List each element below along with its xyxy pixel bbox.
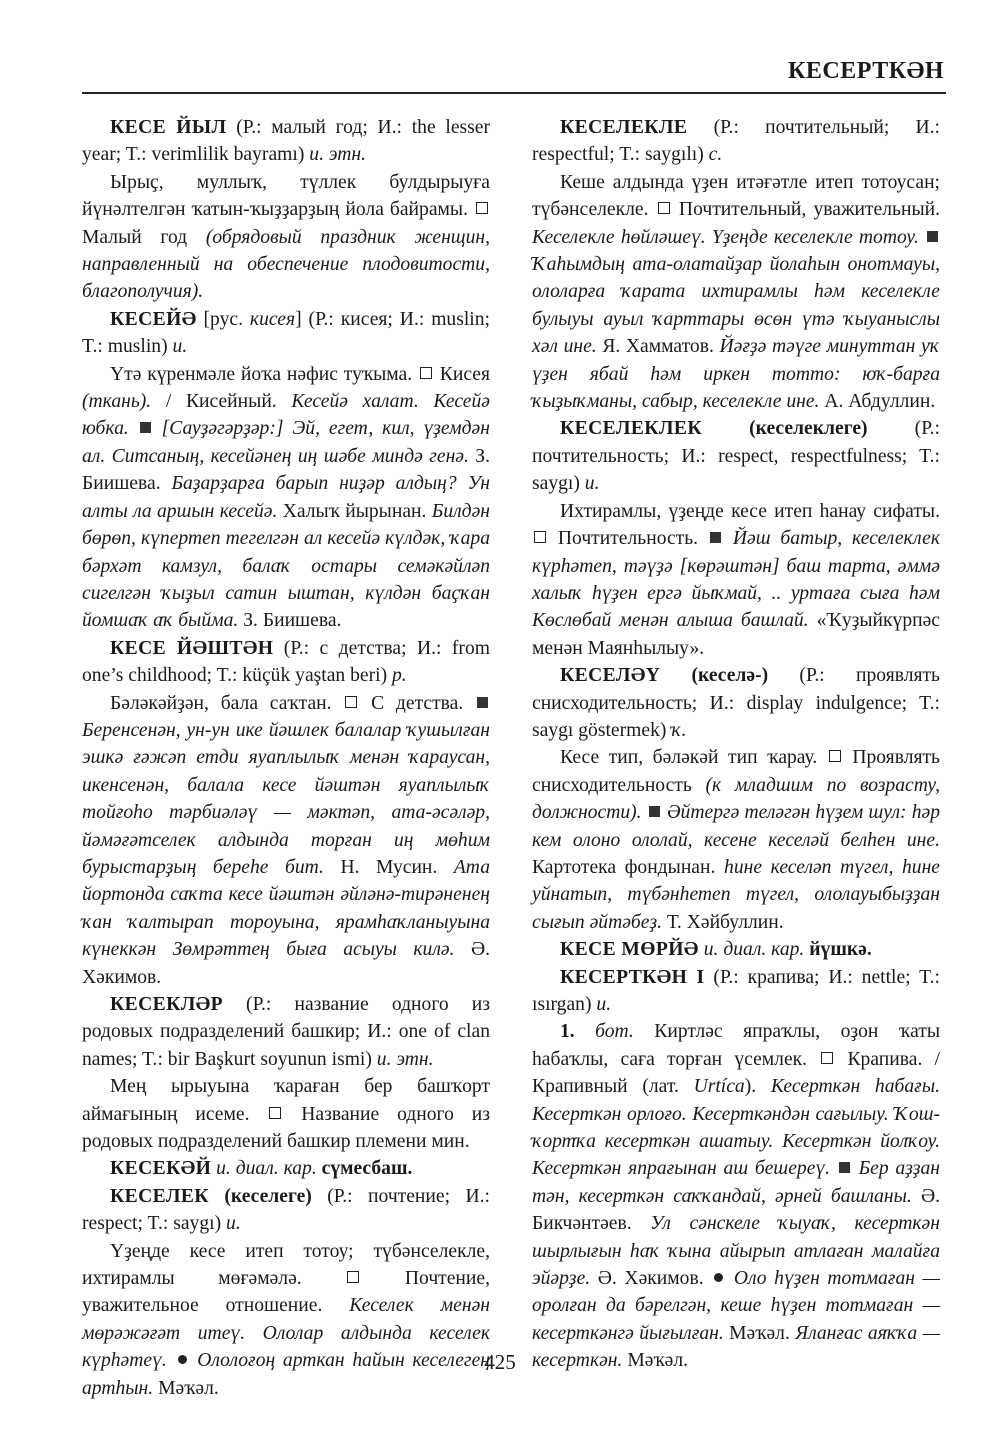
text-run: З. Биишева.: [82, 445, 490, 495]
entry-paragraph: [82, 1183, 490, 1238]
italic-text: Баҙарҙарға барып ниҙәр алдың? Ун алты ла аршын кесейә.: [82, 473, 490, 522]
entry-paragraph: [82, 991, 490, 1073]
italic-text: Ҡаhымдың ата-олатайҙар йолаhын онотмауы, ололарға ҡарата ихтирамлы hәм кеселекле булыуы ауыл ҡарттары өсөн үтә ҡыуаныслы хәл ине.: [532, 254, 940, 358]
text-run: [642, 802, 647, 823]
translation-marker-icon: [345, 696, 357, 708]
text-run: Үҙеңде кесе итеп тотоу; түбәнселекле, ихтирамлы мөғәмәлә.: [82, 1240, 490, 1290]
text-run: Название одного из родовых подразделений башкир племени мин.: [82, 1103, 490, 1153]
text-run: [660, 665, 691, 686]
text-run: Кесе тип, бәләкәй тип ҡарау.: [560, 747, 827, 769]
italic-text: Кеселек менән мөрәжәғәт итеү. Ололар алдында кеселек күрhәтеү.: [82, 1295, 490, 1372]
text-run: / Кисейный.: [151, 391, 292, 413]
italic-text: [Сауҙәгәрҙәр:] Эй, егет, кил, үҙемдән ал. Ситсаның, кесейәнең иң шәбе миндә генә.: [82, 418, 490, 467]
text-run: (Р.: почтительность; И.: respect, respectfulness; T.: saygı): [532, 418, 940, 495]
text-run: Кисея: [433, 363, 490, 385]
entry-paragraph: [532, 169, 940, 416]
text-run: [575, 1021, 595, 1042]
entry-paragraph: [82, 690, 490, 991]
entry-paragraph: [82, 306, 490, 361]
citation-marker-icon: [140, 422, 151, 433]
text-run: Проявлять снисходительность: [532, 747, 940, 796]
italic-text: (обрядовый праздник женщин, направленный на обеспечение плодовитости, благополучия).: [82, 226, 490, 303]
text-run: Мәҡәл.: [153, 1377, 219, 1399]
italic-text: Бер аҙҙан тән, кесерткән саҡҡандай, әрней башланы.: [532, 1158, 940, 1207]
italic-text: Оло hүҙен тотмаған — оролған да бәрелгән, кеше hүҙен тотмаған — кесерткәнгә йығылған.: [532, 1268, 940, 1344]
italic-text: бот.: [595, 1021, 634, 1043]
italic-text: Әйтергә теләгән hүҙем шул: hәр кем олоно ололай, кесене кеселәй белhен ине.: [532, 802, 940, 851]
entry-paragraph: [532, 744, 940, 936]
citation-marker-icon: [477, 697, 488, 708]
italic-text: р.: [392, 665, 407, 687]
entry-paragraph: [82, 635, 490, 690]
citation-marker-icon: [927, 231, 938, 242]
text-run: Почтение, уважительное отношение.: [82, 1268, 490, 1317]
italic-text: Urtíca: [693, 1076, 745, 1098]
entry-paragraph: [82, 1155, 490, 1182]
entry-paragraph: [82, 361, 490, 635]
italic-text: Ул сәнскеле ҡыуаҡ, кесерткән шырлығын hаҡ ҡына айырып атлаған малайға эйәрҙе.: [532, 1213, 940, 1290]
entry-paragraph: [532, 964, 940, 1019]
dictionary-entry: [82, 306, 490, 635]
header-rule: [82, 92, 946, 94]
right-column: [532, 114, 940, 1375]
dictionary-entry: [532, 114, 940, 415]
bold-text: (кеселә-): [691, 665, 769, 687]
italic-text: и. диал. кар.: [216, 1158, 317, 1180]
italic-text: и. диал. кар.: [703, 939, 805, 961]
text-run: [209, 1186, 224, 1207]
italic-text: Йәш батыр, кеселеклек күрhәтеп, тәүҙә [көрәштән] баш тарта, әммә халыҡ hүҙен ергә йыҡмай, .. уртаға сыға hәм Көслөбай менән алыша башлай.: [532, 528, 940, 632]
italic-text: Кеселекле hөйләшеү. Үҙеңде кеселекле тотоу.: [532, 226, 919, 248]
italic-text: Ололоғоң арткан hайын кеселегең артhын.: [82, 1350, 490, 1399]
entry-paragraph: [82, 1238, 490, 1402]
text-run: (Р.: почтительный; И.: respectful; T.: saygılı): [532, 117, 940, 166]
text-run: (Р.: название одного из родовых подразделений башкир; И.: one of clan names; T.: bir Başkurt soyunun ismi): [82, 994, 490, 1070]
italic-text: и. этн.: [376, 1048, 434, 1070]
text-run: (Р.: малый год; И.: the lesser year; T.: verimlilik bayramı): [82, 117, 490, 166]
italic-text: Билдән бөрөп, күпертеп тегелгән ал кесейә күлдәк, ҡара бәрхәт камзул, балаҡ остары семәкәйләп сигелгән ҡыҙыл сатин ыштан, күлдән баҫҡан йомшаҡ аҡ быйма.: [82, 500, 490, 632]
text-run: Халыҡ йырынан.: [277, 500, 432, 522]
italic-text: Кесерткән hабағы. Кесерткән орлоғо. Кесерткәндән сағылыу. Ҡош-ҡортҡа кесерткән ашатыу. Кесерткән йолҡоу. Кесерткән япрағынан аш бешереү.: [532, 1076, 940, 1180]
headword: КЕСЕЛӘҮ: [560, 665, 661, 687]
italic-text: hине кеселәп түгел, hине уйнатып, түбәнhетеп түгел, ололауыбыҙҙан сығып әйтәбеҙ.: [532, 856, 941, 933]
text-run: [702, 418, 749, 439]
text-run: [919, 227, 925, 248]
headword: КЕСЕЙӘ: [110, 308, 197, 330]
text-run: Ә. Хәкимов.: [590, 1268, 712, 1290]
dictionary-entry: [532, 936, 940, 963]
text-run: «Ҡуҙыйкүрпәс менән Маянhылыу».: [532, 610, 940, 659]
headword: КЕСЕЛЕКЛЕ: [560, 117, 688, 138]
headword: КЕСЕКЛӘР: [110, 994, 223, 1015]
running-head: КЕСЕРТКӘН: [787, 58, 944, 84]
entry-paragraph: [82, 1073, 490, 1155]
text-run: Почтительный, уважительный.: [671, 199, 940, 221]
entry-paragraph: [532, 936, 940, 963]
text-run: (Р.: проявлять снисходительность; И.: display indulgence; T.: saygı göstermek): [532, 665, 940, 741]
text-run: Я. Хамматов.: [596, 336, 720, 358]
text-run: [рус.: [196, 308, 250, 330]
italic-text: и.: [596, 994, 612, 1015]
translation-marker-icon: [269, 1107, 281, 1119]
text-run: (Р.: почтение; И.: respect; T.: saygı): [82, 1185, 490, 1235]
translation-marker-icon: [658, 202, 670, 214]
text-run: Н. Мусин.: [323, 856, 454, 878]
italic-text: ҡ.: [671, 719, 687, 741]
headword: КЕСЕРТКӘН I: [560, 966, 705, 988]
bold-text: (кеселеге): [224, 1185, 312, 1207]
text-run: Крапива. / Крапивный (лат.: [532, 1048, 941, 1098]
headword: КЕСЕКӘЙ: [110, 1158, 212, 1180]
text-run: Ырыҫ, муллыҡ, түллек булдырыуға йүнәлтелгән ҡатын-ҡыҙҙарҙың йола байрамы.: [82, 171, 490, 221]
text-run: А. Абдуллин.: [819, 391, 936, 413]
translation-marker-icon: [829, 750, 841, 762]
entry-paragraph: [82, 169, 490, 306]
italic-text: (ткань).: [82, 391, 152, 413]
headword: КЕСЕ МӨРЙӘ: [560, 939, 699, 961]
text-run: С детства.: [359, 692, 475, 714]
text-run: Мәҡәл.: [723, 1322, 796, 1344]
entry-paragraph: [532, 1018, 940, 1374]
citation-marker-icon: [710, 532, 721, 543]
italic-text: Йәғҙә тәүге минуттан уҡ үҙен ябай hәм иркен тотто: юҡ-барға ҡыҙыҡманы, сабыр, кеселекле ине.: [532, 336, 940, 413]
translation-marker-icon: [534, 531, 546, 543]
dictionary-entry: [82, 1155, 490, 1182]
text-run: Мең ырыуына ҡараған бер башҡорт аймағының исеме.: [82, 1076, 490, 1125]
text-run: Ә. Хәкимов.: [82, 939, 490, 988]
italic-text: и. этн.: [309, 144, 367, 166]
left-column: [82, 114, 490, 1402]
text-run: Картотека фондынан.: [532, 856, 725, 878]
bold-text: 1.: [560, 1021, 575, 1043]
dictionary-entry: [532, 964, 940, 1375]
italic-text: Беренсенән, ун-ун ике йәшлек балалар ҡушылған эшкә ғәжәп етди яуаплылыҡ менән ҡараусан, икенсенән, балала кесе йәштән яуаплылыҡ тойғоhо тәрбиәләү — мәктәп, ата-әсәләр, йәмәғәтселек алдында торған иң мөһим бурыстарҙың береһе бит.: [82, 719, 490, 878]
citation-marker-icon: [649, 806, 660, 817]
text-run: Ихтирамлы, үҙеңде кесе итеп hанау сифаты.: [560, 500, 940, 522]
headword: КЕСЕЛЕК: [110, 1185, 209, 1207]
text-run: ).: [744, 1076, 771, 1098]
bold-text: йүшкә.: [809, 939, 872, 961]
citation-marker-icon: [839, 1162, 850, 1173]
italic-text: с.: [708, 144, 723, 166]
text-run: Мәҡәл.: [622, 1350, 689, 1372]
headword: КЕСЕ ЙЫЛ: [110, 117, 227, 138]
italic-text: и.: [584, 473, 600, 495]
entry-paragraph: [532, 498, 940, 662]
page-number: 425: [484, 1350, 516, 1374]
text-run: (Р.: крапива; И.: nettle; T.: ısırgan): [532, 966, 940, 1015]
entry-paragraph: [532, 415, 940, 497]
text-run: Ә. Бикчәнтәев.: [532, 1185, 940, 1235]
text-run: Малый год: [82, 226, 206, 248]
text-run: Бәләкәйҙән, бала саҡтан.: [110, 692, 344, 714]
proverb-marker-icon: [714, 1273, 723, 1282]
dictionary-entry: [82, 635, 490, 991]
headword: КЕСЕЛЕКЛЕК: [560, 418, 702, 440]
dictionary-entry: [532, 662, 940, 936]
italic-text: и.: [226, 1213, 241, 1235]
italic-text: Ата йортонда саҡта кесе йәштән әйләнә-тирәненең ҡан ҡалтырап тороуына, ярамhаҡланыуына күнеккән Зөмрәттең быға асыуы килә.: [82, 856, 490, 961]
dictionary-entry: [82, 991, 490, 1155]
text-run: Т. Хәйбуллин.: [662, 911, 784, 933]
text-run: ] (Р.: кисея; И.: muslin; T.: muslin): [82, 308, 490, 358]
headword: КЕСЕ ЙӘШТӘН: [110, 637, 274, 659]
dictionary-entry: [532, 415, 940, 662]
dictionary-entry: [82, 114, 490, 306]
text-run: [129, 418, 138, 439]
translation-marker-icon: [347, 1271, 359, 1283]
bold-text: (кеселеклеге): [749, 418, 868, 440]
italic-text: кисея: [249, 308, 296, 330]
italic-text: и.: [172, 336, 188, 358]
italic-text: Кесейә халат. Кесейә юбка.: [82, 391, 490, 440]
entry-paragraph: [82, 114, 490, 169]
entry-paragraph: [532, 114, 940, 169]
text-run: Почтительность.: [548, 528, 708, 550]
entry-paragraph: [532, 662, 940, 744]
translation-marker-icon: [420, 367, 432, 379]
text-run: (Р.: с детства; И.: from one’s childhood; T.: küçük yaştan beri): [82, 637, 490, 687]
italic-text: Яланғас аяҡҡа — кесерткән.: [532, 1322, 940, 1372]
text-run: Киртләс япраҡлы, оҙон ҡаты hабаҡлы, саға торған үсемлек.: [532, 1021, 940, 1070]
translation-marker-icon: [821, 1052, 833, 1064]
bold-text: сүмесбаш.: [321, 1158, 413, 1180]
text-run: Кеше алдында үҙен итәғәтле итеп тотоусан; түбәнселекле.: [532, 171, 940, 221]
text-run: [830, 1158, 837, 1179]
text-run: З. Биишева.: [238, 610, 342, 632]
italic-text: (к младшим по возрасту, должности).: [532, 774, 940, 824]
text-run: Үтә күренмәле йоҡа нәфис туҡыма.: [110, 363, 418, 385]
translation-marker-icon: [476, 202, 488, 214]
